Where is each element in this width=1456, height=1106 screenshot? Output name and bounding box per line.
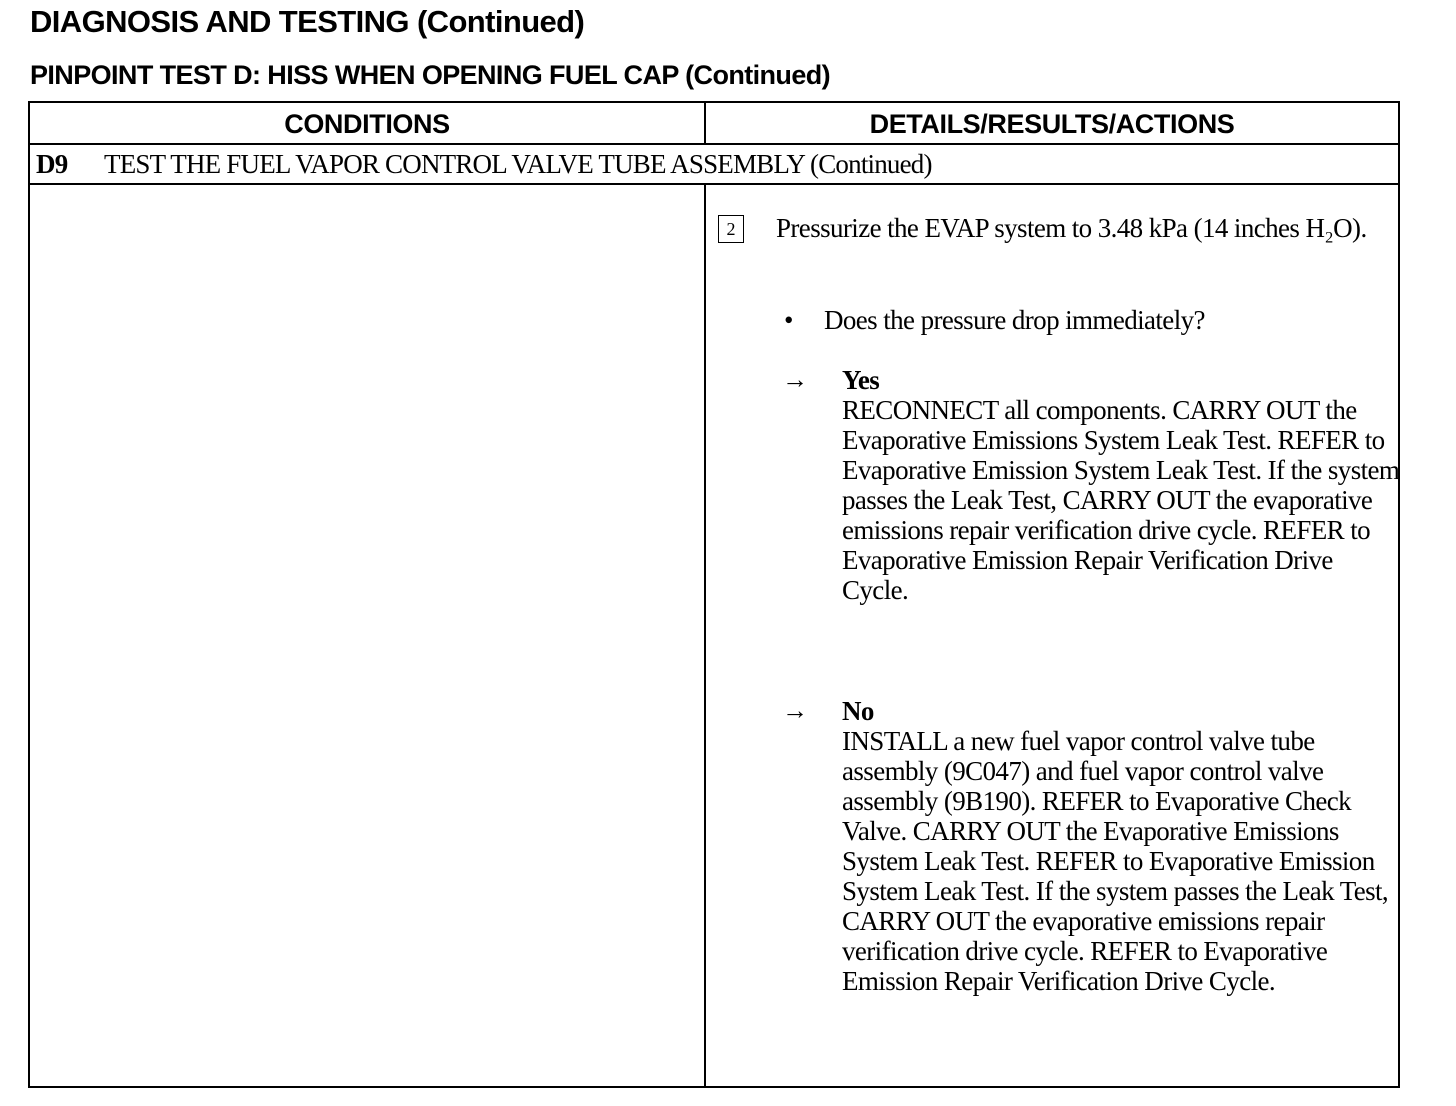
yes-label: Yes <box>842 365 880 395</box>
yes-result <box>842 365 1402 605</box>
step-id: D9 <box>36 149 68 179</box>
arrow-right-icon: → <box>782 696 808 725</box>
page-heading: DIAGNOSIS AND TESTING (Continued) <box>30 4 585 39</box>
details-cell <box>706 185 1398 1086</box>
pinpoint-test-table <box>28 101 1400 1088</box>
no-label: No <box>842 696 874 726</box>
no-action-text: INSTALL a new fuel vapor control valve tube assembly (9C047) and fuel vapor control valve assembly (9B190). REFER to Evaporative Check Valve. CARRY OUT the Evaporative Emissions System Leak Test. REFER to Evaporative Emission System Leak Test. If the system passes the Leak Test, CARRY OUT the evaporative emissions repair verification drive cycle. REFER to Evaporative Emission Repair Verification Drive Cycle. <box>842 726 1389 996</box>
yes-action-text: RECONNECT all components. CARRY OUT the Evaporative Emissions System Leak Test. REFER to Evaporative Emission System Leak Test. If the system passes the Leak Test, CARRY OUT the evaporative emissions repair verification drive cycle. REFER to Evaporative Emission Repair Verification Drive Cycle. <box>842 395 1400 605</box>
arrow-right-icon: → <box>782 365 808 394</box>
substep-number-box: 2 <box>718 215 744 243</box>
pinpoint-test-title: PINPOINT TEST D: HISS WHEN OPENING FUEL CAP (Continued) <box>30 60 831 90</box>
conditions-column-header: CONDITIONS <box>284 109 450 139</box>
instruction-text: Pressurize the EVAP system to 3.48 kPa (14 inches H₂O). <box>776 213 1367 243</box>
column-divider-header <box>704 103 706 145</box>
details-column-header: DETAILS/RESULTS/ACTIONS <box>869 109 1235 139</box>
table-header-row <box>30 103 1398 145</box>
question-text: Does the pressure drop immediately? <box>824 305 1205 335</box>
bullet-icon: • <box>784 305 793 335</box>
step-title: TEST THE FUEL VAPOR CONTROL VALVE TUBE ASSEMBLY (Continued) <box>104 149 932 179</box>
no-result <box>842 696 1402 996</box>
step-title-row <box>30 145 1398 185</box>
